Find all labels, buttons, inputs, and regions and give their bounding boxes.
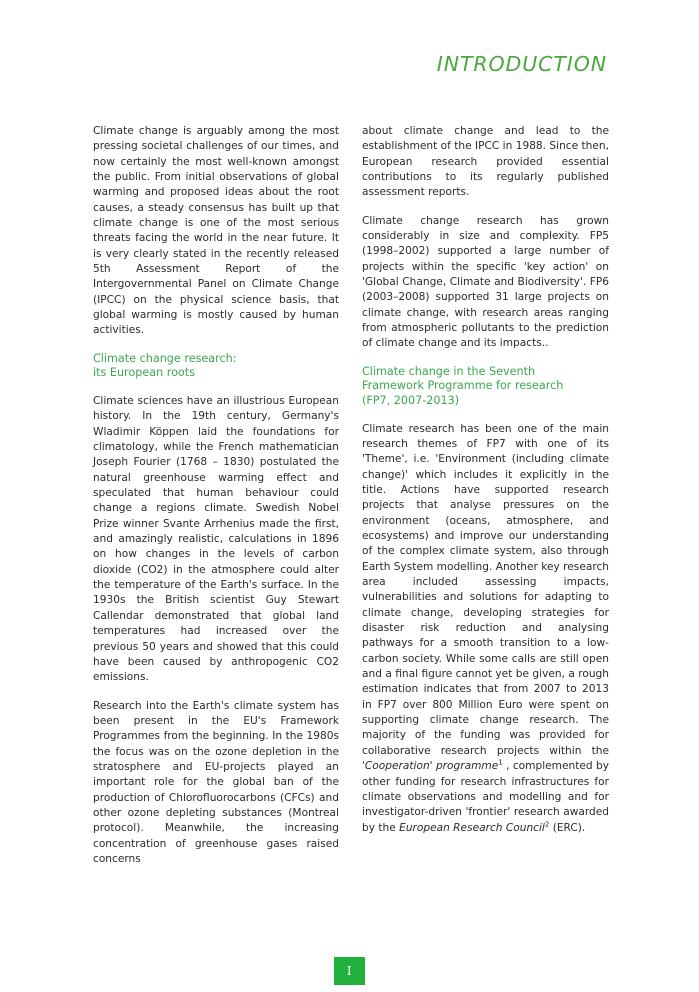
page-number-badge (334, 957, 365, 985)
fp7-text-part-2: , complemented by other funding for research infrastructures for climate observations and modelling and for investigator-driven 'frontier' research awarded by the (362, 760, 609, 834)
paragraph-ipcc: about climate change and lead to the establishment of the IPCC in 1988. Since then, European research provided essential contributions to its regularly published assessment reports. (362, 125, 609, 199)
footnote-marker-1: 1 (498, 758, 503, 767)
paragraph-intro-1: Climate change is arguably among the most pressing societal challenges of our times, and now certainly the most well-known amongst the public. From initial observations of global warming and proposed ideas about the root causes, a steady consensus has built up that climate change is one of the most serious threats facing the world in the near future. It is very clearly stated in the recently released 5th Assessment Report of the Intergovernmental Panel on Climate Change (IPCC) on the physical science basis, that global warming is mostly caused by human activities. (93, 125, 339, 337)
heading-line-2: its European roots (93, 366, 195, 380)
cooperation-programme-italic: 'Cooperation' programme (362, 760, 499, 773)
fp7-text-part-1: Climate research has been one of the main research themes of FP7 with one of its 'Theme', i.e. 'Environment (including climate change)' which includes it explicitly in the title. Actions have supported research projects that analyse pressures on the environment (oceans, atmosphere, and ecosystems) and improve our understanding of the complex climate system, also through Earth System modelling. Another key research area included assessing impacts, vulnerabilities and solutions for adapting to climate change, developing strategies for disaster risk reduction and analysing pathways for a smooth transition to a low-carbon society. While some calls are still open and a final figure cannot yet be given, a rough estimation indicates that from 2007 to 2013 in FP7 over 800 Million Euro were spent on supporting climate change research. The majority of the funding was provided for collaborative research projects within the (362, 422, 609, 757)
paragraph-framework-programmes: Research into the Earth's climate system has been present in the EU's Framework Programmes from the beginning. In the 1980s the focus was on the ozone depletion in the stratosphere and EU-projects played an important role for the global ban of the production of Chlorofluorocarbons (CFCs) and other ozone depleting substances (Montreal protocol). Meanwhile, the increasing concentration of greenhouse gases raised concerns (93, 699, 339, 865)
fp7-text-part-3: (ERC). (549, 821, 586, 834)
page-title: INTRODUCTION (436, 52, 607, 76)
heading-fp7 (362, 365, 609, 409)
heading-fp7-line-3: (FP7, 2007-2013) (362, 394, 460, 407)
running-header (437, 52, 607, 76)
right-column (362, 124, 609, 867)
two-column-body (93, 124, 609, 867)
footnote-marker-2: 2 (544, 820, 550, 828)
heading-fp7-line-2: Framework Programme for research (362, 379, 564, 393)
left-column (93, 124, 339, 867)
european-research-council-italic: European Research Council (399, 821, 545, 834)
page-number: I (346, 962, 353, 978)
paragraph-fp5-fp6: Climate change research has grown considerably in size and complexity. FP5 (1998–2002) supported a large number of projects within the specific 'key action' on 'Global Change, Climate and Biodiversity'. FP6 (2003–2008) supported 31 large projects on climate change, with research areas ranging from atmospheric pollutants to the prediction of climate change and its impacts.. (362, 214, 609, 350)
heading-line-1: Climate change research: (93, 351, 237, 365)
heading-european-roots (93, 352, 339, 381)
paragraph-fp7-detail (362, 422, 609, 836)
heading-fp7-line-1: Climate change in the Seventh (362, 364, 536, 378)
paragraph-history: Climate sciences have an illustrious European history. In the 19th century, Germany's Wladimir Köppen laid the foundations for climatology, while the French mathematician Joseph Fourier (1768 – 1830) postulated the natural greenhouse warming effect and speculated that human behaviour could change a regions climate. Swedish Nobel Prize winner Svante Arrhenius made the first, and amazingly realistic, calculations in 1896 on how changes in the levels of carbon dioxide (CO2) in the atmosphere could alter the temperature of the Earth's surface. In the 1930s the British scientist Guy Stewart Callendar demonstrated that global land temperatures had increased over the previous 50 years and showed that this could have been caused by anthropogenic CO2 emissions. (93, 395, 339, 684)
